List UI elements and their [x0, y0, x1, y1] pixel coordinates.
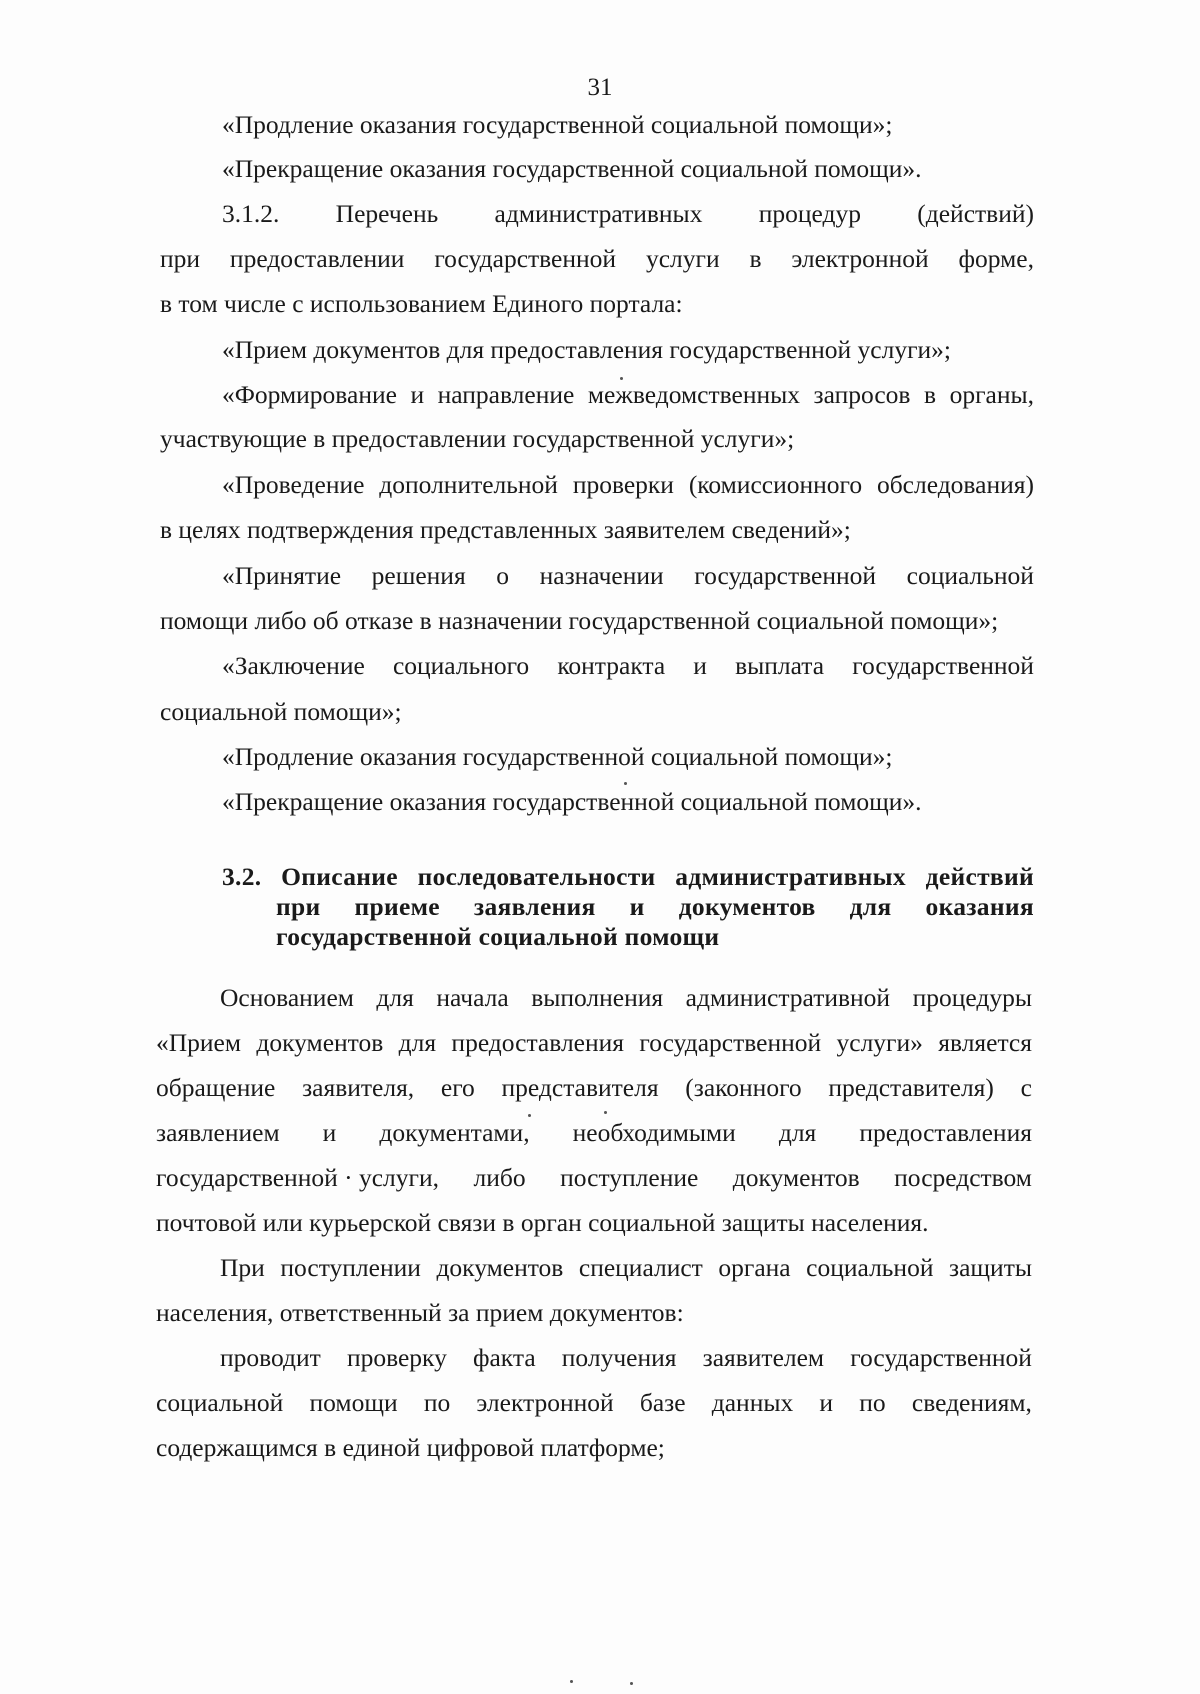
word: для: [398, 1028, 437, 1057]
word: форме,: [958, 244, 1034, 273]
word: государственной: [434, 244, 617, 273]
word: для: [376, 983, 414, 1012]
page-number: 31: [587, 74, 613, 101]
word: назначении: [539, 561, 664, 590]
word: факта: [472, 1343, 536, 1372]
para1-line-2: [156, 1028, 1032, 1058]
word: документов: [256, 1028, 384, 1057]
word: сведениям,: [911, 1388, 1032, 1417]
word: заявления: [473, 892, 596, 921]
para1-line-1: [220, 983, 1032, 1013]
list-item-2-line-1: [222, 380, 1034, 410]
list-item-4-line-1: [222, 561, 1034, 591]
word: процедур: [758, 199, 861, 228]
word: при: [276, 892, 321, 921]
list-item-2-line-2: участвующие в предоставлении государственной услуги»;: [160, 424, 795, 453]
word: документов: [436, 1253, 564, 1282]
word: направление: [437, 380, 575, 409]
word: (законного: [685, 1073, 802, 1102]
word: Основанием: [220, 983, 354, 1012]
top-item-2: «Прекращение оказания государственной социальной помощи».: [222, 154, 922, 183]
word: социальной: [156, 1388, 284, 1417]
word: Перечень: [335, 199, 439, 228]
word: межведомственных: [587, 380, 801, 409]
word: государственной: [850, 1343, 1032, 1372]
word: услуги: [645, 244, 720, 273]
word: 3.1.2.: [222, 199, 280, 228]
word: последовательности: [417, 862, 656, 891]
word: предоставления: [451, 1028, 625, 1057]
word: решения: [371, 561, 466, 590]
word: действий: [925, 862, 1034, 891]
word: и: [322, 1118, 337, 1147]
word: социального: [392, 651, 530, 680]
word: административной: [685, 983, 891, 1012]
word: запросов: [813, 380, 911, 409]
word: социальной: [806, 1253, 934, 1282]
word: государственной: [694, 561, 877, 590]
word: поступлении: [280, 1253, 421, 1282]
word: заявлением: [156, 1118, 280, 1147]
section-312-line-2: [160, 244, 1034, 274]
scan-speck: [604, 1111, 607, 1114]
section-312-line-1: [222, 199, 1034, 229]
word: данных: [711, 1388, 794, 1417]
word: представителя: [501, 1073, 659, 1102]
word: документами,: [379, 1118, 530, 1147]
word: обращение: [156, 1073, 276, 1102]
heading-32-line-2: [276, 892, 1034, 922]
word: При: [220, 1253, 265, 1282]
word: заявителем: [702, 1343, 825, 1372]
word: 3.2.: [222, 862, 262, 891]
scan-speck: [570, 1680, 573, 1683]
heading-32-line-1: [222, 862, 1034, 892]
word: приеме: [354, 892, 440, 921]
heading-32-line-3: государственной социальной помощи: [276, 922, 720, 951]
word: представителя): [828, 1073, 994, 1102]
word: услуги»: [836, 1028, 923, 1057]
word: проверки: [572, 470, 674, 499]
para1-line-4: [156, 1118, 1032, 1148]
word: необходимыми: [572, 1118, 736, 1147]
word: электронной: [476, 1388, 614, 1417]
word: с: [1020, 1073, 1032, 1102]
word: органы,: [949, 380, 1034, 409]
para3-line-3: содержащимся в единой цифровой платформе;: [156, 1433, 665, 1462]
para3-line-1: [220, 1343, 1032, 1373]
scan-speck: [630, 1682, 633, 1685]
scan-speck: [620, 377, 623, 380]
word: контракта: [557, 651, 666, 680]
word: выплата: [735, 651, 825, 680]
word: выполнения: [531, 983, 664, 1012]
scan-speck: [528, 1114, 531, 1117]
word: предоставления: [859, 1118, 1032, 1147]
list-item-3-line-1: [222, 470, 1034, 500]
word: государственной · услуги,: [156, 1163, 440, 1192]
word: поступление: [560, 1163, 699, 1192]
word: защиты: [949, 1253, 1032, 1282]
para2-line-1: [220, 1253, 1032, 1283]
word: «Принятие: [222, 561, 342, 590]
word: получения: [561, 1343, 677, 1372]
word: предоставлении: [229, 244, 405, 273]
word: электронной: [791, 244, 929, 273]
word: и: [629, 892, 645, 921]
word: специалист: [578, 1253, 703, 1282]
list-item-5-line-1: [222, 651, 1034, 681]
word: о: [496, 561, 510, 590]
list-item-4-line-2: помощи либо об отказе в назначении государственной социальной помощи»;: [160, 606, 999, 635]
word: обследования): [876, 470, 1034, 499]
word: для: [778, 1118, 817, 1147]
word: «Проведение: [222, 470, 365, 499]
list-item-7: «Прекращение оказания государственной социальной помощи».: [222, 787, 922, 816]
top-item-1: «Продление оказания государственной социальной помощи»;: [222, 110, 893, 139]
para1-line-5: [156, 1163, 1032, 1193]
word: и: [693, 651, 707, 680]
word: процедуры: [912, 983, 1032, 1012]
word: заявителя,: [302, 1073, 415, 1102]
word: государственной: [639, 1028, 822, 1057]
word: (действий): [917, 199, 1034, 228]
para1-line-6: почтовой или курьерской связи в орган социальной защиты населения.: [156, 1208, 929, 1237]
word: по: [423, 1388, 451, 1417]
list-item-1: «Прием документов для предоставления государственной услуги»;: [222, 335, 952, 364]
word: «Формирование: [222, 380, 397, 409]
word: начала: [436, 983, 509, 1012]
word: социальной: [906, 561, 1034, 590]
word: при: [160, 244, 201, 273]
word: Описание: [281, 862, 398, 891]
word: посредством: [894, 1163, 1032, 1192]
word: документов: [732, 1163, 860, 1192]
list-item-3-line-2: в целях подтверждения представленных заявителем сведений»;: [160, 515, 851, 544]
para2-line-2: населения, ответственный за прием документов:: [156, 1298, 684, 1327]
word: в: [924, 380, 937, 409]
word: «Заключение: [222, 651, 365, 680]
word: является: [938, 1028, 1032, 1057]
word: его: [440, 1073, 475, 1102]
word: для: [849, 892, 892, 921]
list-item-5-line-2: социальной помощи»;: [160, 697, 402, 726]
word: оказания: [925, 892, 1034, 921]
word: документов: [678, 892, 816, 921]
word: дополнительной: [379, 470, 558, 499]
word: и: [819, 1388, 834, 1417]
word: проверку: [346, 1343, 447, 1372]
word: по: [859, 1388, 886, 1417]
word: и: [410, 380, 425, 409]
para1-line-3: [156, 1073, 1032, 1103]
word: «Прием: [156, 1028, 242, 1057]
word: административных: [494, 199, 703, 228]
word: базе: [639, 1388, 686, 1417]
word: административных: [675, 862, 906, 891]
word: проводит: [220, 1343, 321, 1372]
para3-line-2: [156, 1388, 1032, 1418]
word: государственной: [852, 651, 1034, 680]
word: либо: [473, 1163, 526, 1192]
word: (комиссионного: [688, 470, 863, 499]
scan-speck: [624, 782, 627, 785]
section-312-line-3: в том числе с использованием Единого портала:: [160, 289, 683, 318]
word: в: [749, 244, 762, 273]
list-item-6: «Продление оказания государственной социальной помощи»;: [222, 742, 893, 771]
word: помощи: [309, 1388, 398, 1417]
word: органа: [718, 1253, 791, 1282]
